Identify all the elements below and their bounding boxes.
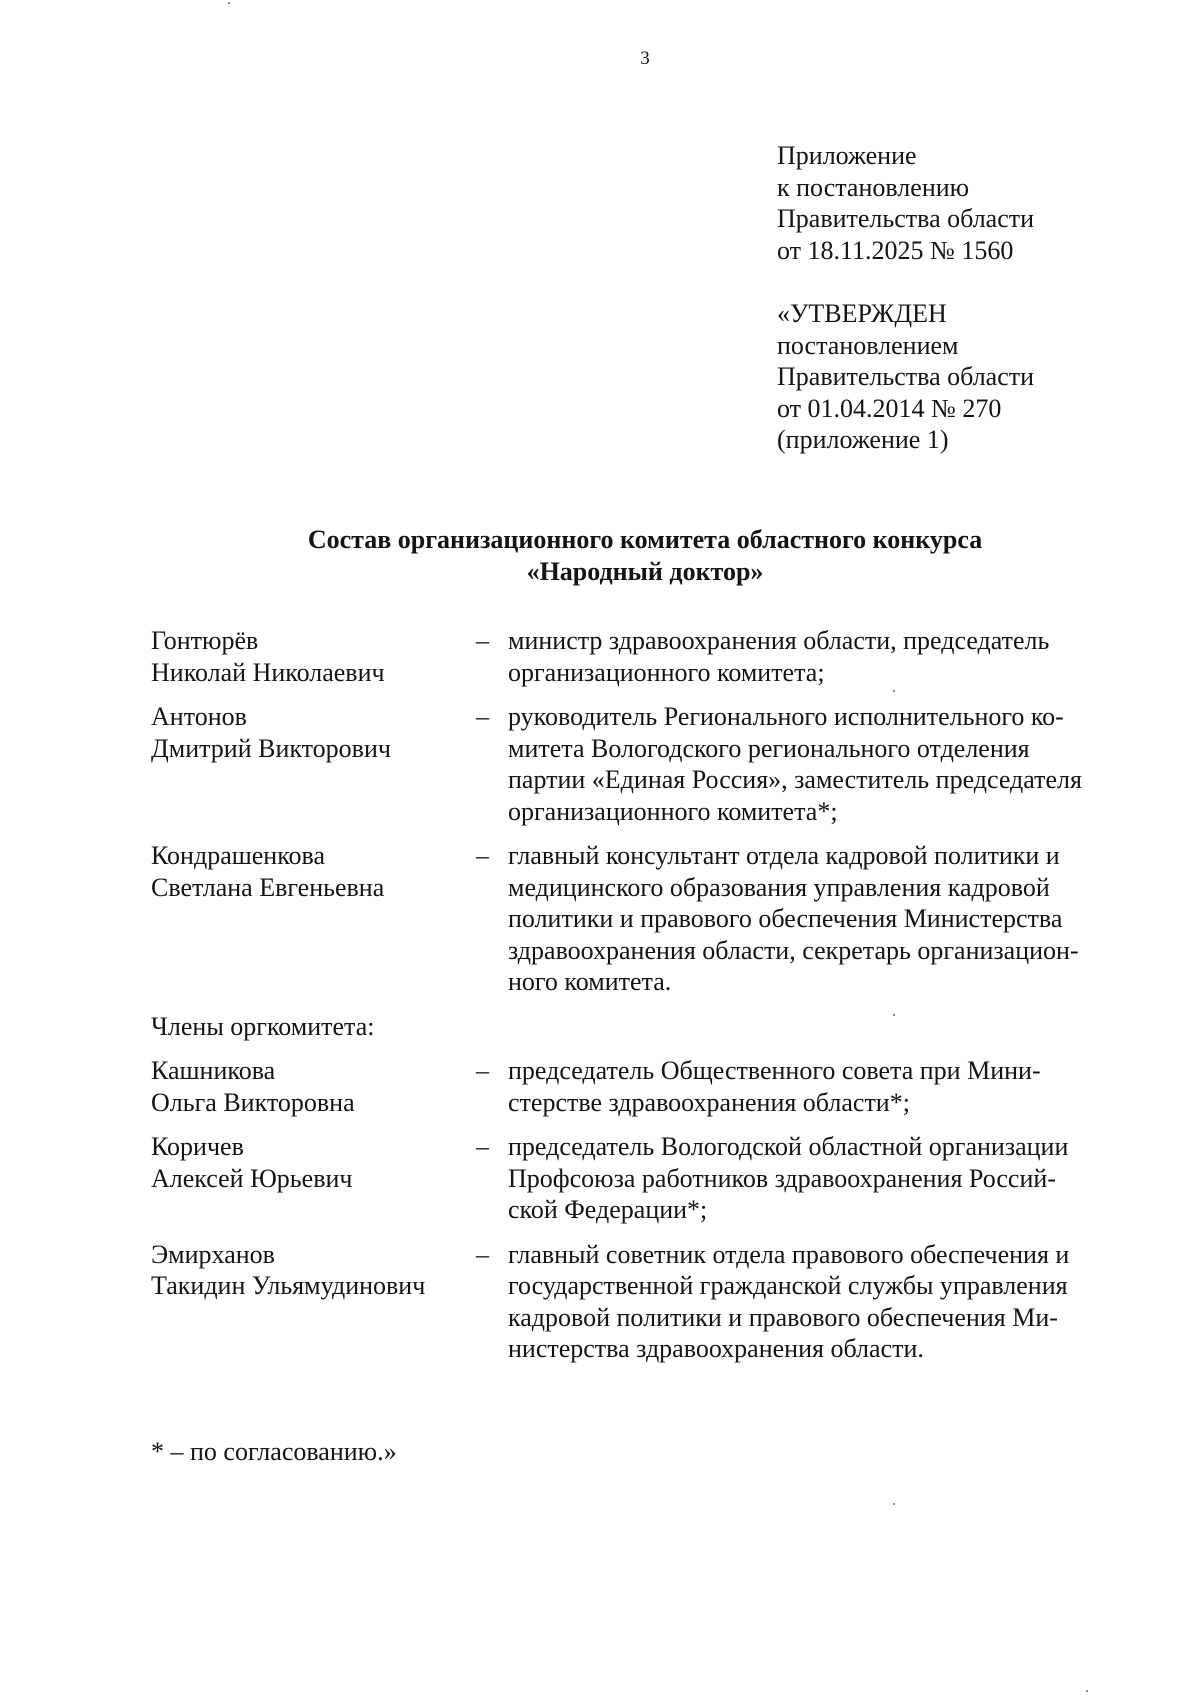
member-given-names: Ольга Викторовна [151, 1087, 355, 1117]
member-dash: – [476, 1132, 489, 1161]
member-name [151, 1131, 476, 1194]
member-role [508, 840, 1141, 998]
scan-speck [228, 2, 230, 4]
role-line: здравоохранения области, секретарь организацион- [508, 935, 1079, 965]
scan-speck [893, 1503, 895, 1505]
member-given-names: Светлана Евгеньевна [151, 872, 385, 902]
approved-line: Правительства области [777, 362, 1035, 391]
member-dash: – [476, 841, 489, 870]
committee-members-label: Члены оргкомитета: [151, 1011, 375, 1041]
role-line: главный консультант отдела кадровой политики и [508, 841, 1060, 870]
role-line: ской Федерации*; [508, 1195, 708, 1224]
role-line: государственной гражданской службы управления [508, 1271, 1068, 1300]
member-surname: Коричев [151, 1132, 244, 1161]
role-line: руководитель Регионального исполнительного ко- [508, 702, 1064, 731]
member-given-names: Дмитрий Викторович [151, 733, 391, 763]
member-surname: Кондрашенкова [151, 841, 325, 870]
member-dash: – [476, 1239, 489, 1269]
role-line: организационного комитета*; [508, 796, 838, 826]
approved-block [777, 298, 1034, 456]
member-row [151, 840, 1141, 998]
member-given-names: Николай Николаевич [151, 657, 385, 687]
member-role [508, 1055, 1141, 1118]
title-line: «Народный доктор» [526, 557, 764, 586]
role-line: политики и правового обеспечения Министерства [508, 904, 1063, 933]
document-title [150, 524, 1140, 588]
member-role [508, 625, 1141, 688]
approved-line: постановлением [777, 330, 959, 360]
title-line: Состав организационного комитета областного конкурса [307, 525, 983, 554]
page-number: 3 [640, 48, 650, 69]
role-line: председатель Вологодской областной организации [508, 1132, 1069, 1161]
committee-list [151, 625, 1141, 1365]
member-role [508, 1239, 1141, 1365]
member-name [151, 1055, 476, 1118]
member-row [151, 701, 1141, 827]
member-name [151, 1239, 476, 1302]
role-line: митета Вологодского регионального отделения [508, 733, 1030, 763]
role-line: стерстве здравоохранения области*; [508, 1087, 910, 1117]
role-line: министр здравоохранения области, председатель [508, 626, 1050, 655]
role-line: партии «Единая Россия», заместитель председателя [508, 765, 1082, 794]
member-surname: Эмирханов [151, 1239, 275, 1269]
member-given-names: Алексей Юрьевич [151, 1163, 353, 1193]
role-line: кадровой политики и правового обеспечения Ми- [508, 1302, 1058, 1332]
role-line: главный советник отдела правового обеспечения и [508, 1239, 1070, 1269]
appendix-line: от 18.11.2025 № 1560 [777, 235, 1014, 265]
approved-line: от 01.04.2014 № 270 [777, 393, 1002, 423]
footnote: * – по согласованию.» [151, 1437, 397, 1466]
role-line: медицинского образования управления кадровой [508, 872, 1050, 902]
role-line: организационного комитета; [508, 657, 825, 687]
member-surname: Гонтюрёв [151, 626, 259, 655]
member-name [151, 701, 476, 764]
role-line: председатель Общественного совета при Мини- [508, 1056, 1041, 1085]
role-line: ного комитета. [508, 967, 672, 996]
scan-speck [1086, 1690, 1088, 1692]
member-dash: – [476, 626, 489, 655]
appendix-line: Правительства области [777, 204, 1035, 233]
member-row [151, 1131, 1141, 1226]
member-row [151, 625, 1141, 688]
member-row [151, 1239, 1141, 1365]
member-role [508, 701, 1141, 827]
appendix-line: к постановлению [777, 172, 970, 202]
scan-speck [893, 690, 895, 692]
approved-line: «УТВЕРЖДЕН [777, 299, 947, 328]
member-name [151, 840, 476, 903]
member-row [151, 1055, 1141, 1118]
approved-line: (приложение 1) [777, 425, 949, 454]
member-dash: – [476, 1056, 489, 1085]
member-surname: Кашникова [151, 1056, 276, 1085]
member-name [151, 625, 476, 688]
role-line: Профсоюза работников здравоохранения Россий- [508, 1163, 1056, 1193]
member-role [508, 1131, 1141, 1226]
scan-speck [893, 1014, 895, 1016]
member-given-names: Такидин Ульямудинович [151, 1271, 426, 1300]
member-dash: – [476, 702, 489, 731]
appendix-line: Приложение [777, 141, 917, 170]
appendix-block [777, 140, 1034, 266]
role-line: нистерства здравоохранения области. [508, 1334, 924, 1363]
member-surname: Антонов [151, 702, 247, 731]
